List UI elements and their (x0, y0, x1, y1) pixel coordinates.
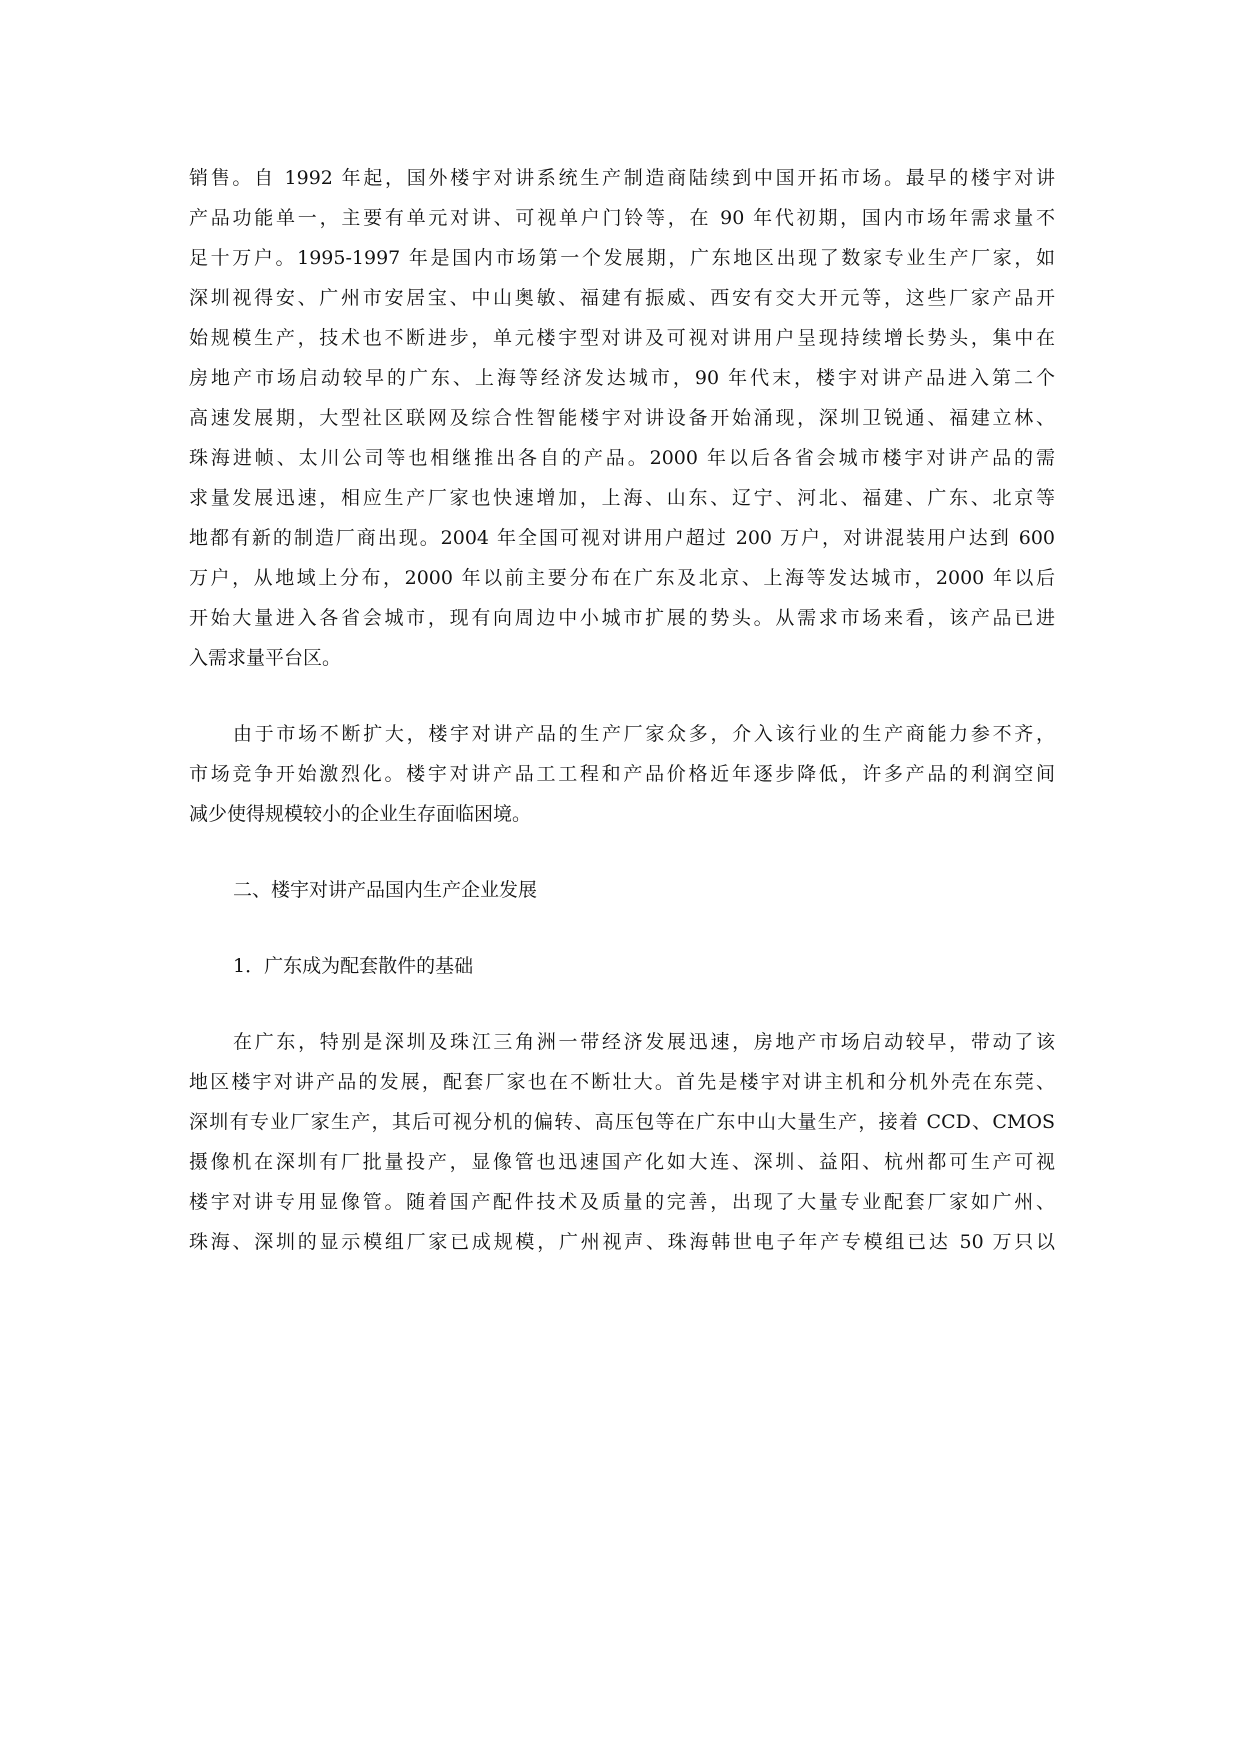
heading-text: 二、楼宇对讲产品国内生产企业发展 (233, 879, 538, 901)
text-line: 产品功能单一，主要有单元对讲、可视单户门铃等，在 90 年代初期，国内市场年需求量不 (189, 207, 1055, 229)
paragraph-gap (189, 834, 1055, 870)
subsection-heading (189, 946, 1055, 986)
text-line: 珠海进帧、太川公司等也相继推出各自的产品。2000 年以后各省会城市楼宇对讲产品的需 (189, 447, 1055, 469)
text-line: 万户，从地域上分布，2000 年以前主要分布在广东及北京、上海等发达城市，2000 年以后 (189, 567, 1055, 589)
document-body (189, 158, 1055, 1262)
text-line: 由于市场不断扩大，楼宇对讲产品的生产厂家众多，介入该行业的生产商能力参不齐， (233, 723, 1055, 745)
text-line: 销售。自 1992 年起，国外楼宇对讲系统生产制造商陆续到中国开拓市场。最早的楼宇对讲 (189, 167, 1055, 189)
paragraph-market-competition (189, 714, 1055, 834)
text-line: 减少使得规模较小的企业生存面临困境。 (189, 803, 532, 825)
text-line: 高速发展期，大型社区联网及综合性智能楼宇对讲设备开始涌现，深圳卫锐通、福建立林、 (189, 407, 1055, 429)
text-line: 珠海、深圳的显示模组厂家已成规模，广州视声、珠海韩世电子年产专模组已达 50 万只以 (189, 1231, 1055, 1253)
text-line: 市场竞争开始激烈化。楼宇对讲产品工工程和产品价格近年逐步降低，许多产品的利润空间 (189, 763, 1055, 785)
text-line: 求量发展迅速，相应生产厂家也快速增加，上海、山东、辽宁、河北、福建、广东、北京等 (189, 487, 1055, 509)
text-line: 房地产市场启动较早的广东、上海等经济发达城市，90 年代末，楼宇对讲产品进入第二个 (189, 367, 1055, 389)
section-heading (189, 870, 1055, 910)
text-line: 开始大量进入各省会城市，现有向周边中小城市扩展的势头。从需求市场来看，该产品已进 (189, 607, 1055, 629)
text-line: 入需求量平台区。 (189, 647, 342, 669)
paragraph-market-history (189, 158, 1055, 678)
paragraph-gap (189, 986, 1055, 1022)
text-line: 深圳有专业厂家生产，其后可视分机的偏转、高压包等在广东中山大量生产，接着 CCD、CMOS (189, 1111, 1055, 1133)
subheading-text: 1．广东成为配套散件的基础 (233, 955, 474, 977)
text-line: 楼宇对讲专用显像管。随着国产配件技术及质量的完善，出现了大量专业配套厂家如广州、 (189, 1191, 1055, 1213)
paragraph-gap (189, 678, 1055, 714)
text-line: 地区楼宇对讲产品的发展，配套厂家也在不断壮大。首先是楼宇对讲主机和分机外壳在东莞、 (189, 1071, 1055, 1093)
text-line: 足十万户。1995-1997 年是国内市场第一个发展期，广东地区出现了数家专业生产厂家，如 (189, 247, 1055, 269)
text-line: 地都有新的制造厂商出现。2004 年全国可视对讲用户超过 200 万户，对讲混装用户达到 600 (189, 527, 1055, 549)
text-line: 摄像机在深圳有厂批量投产，显像管也迅速国产化如大连、深圳、益阳、杭州都可生产可视 (189, 1151, 1055, 1173)
paragraph-gap (189, 910, 1055, 946)
paragraph-guangdong-suppliers (189, 1022, 1055, 1262)
text-line: 在广东，特别是深圳及珠江三角洲一带经济发展迅速，房地产市场启动较早，带动了该 (233, 1031, 1055, 1053)
text-line: 始规模生产，技术也不断进步，单元楼宇型对讲及可视对讲用户呈现持续增长势头，集中在 (189, 327, 1055, 349)
text-line: 深圳视得安、广州市安居宝、中山奥敏、福建有振威、西安有交大开元等，这些厂家产品开 (189, 287, 1055, 309)
